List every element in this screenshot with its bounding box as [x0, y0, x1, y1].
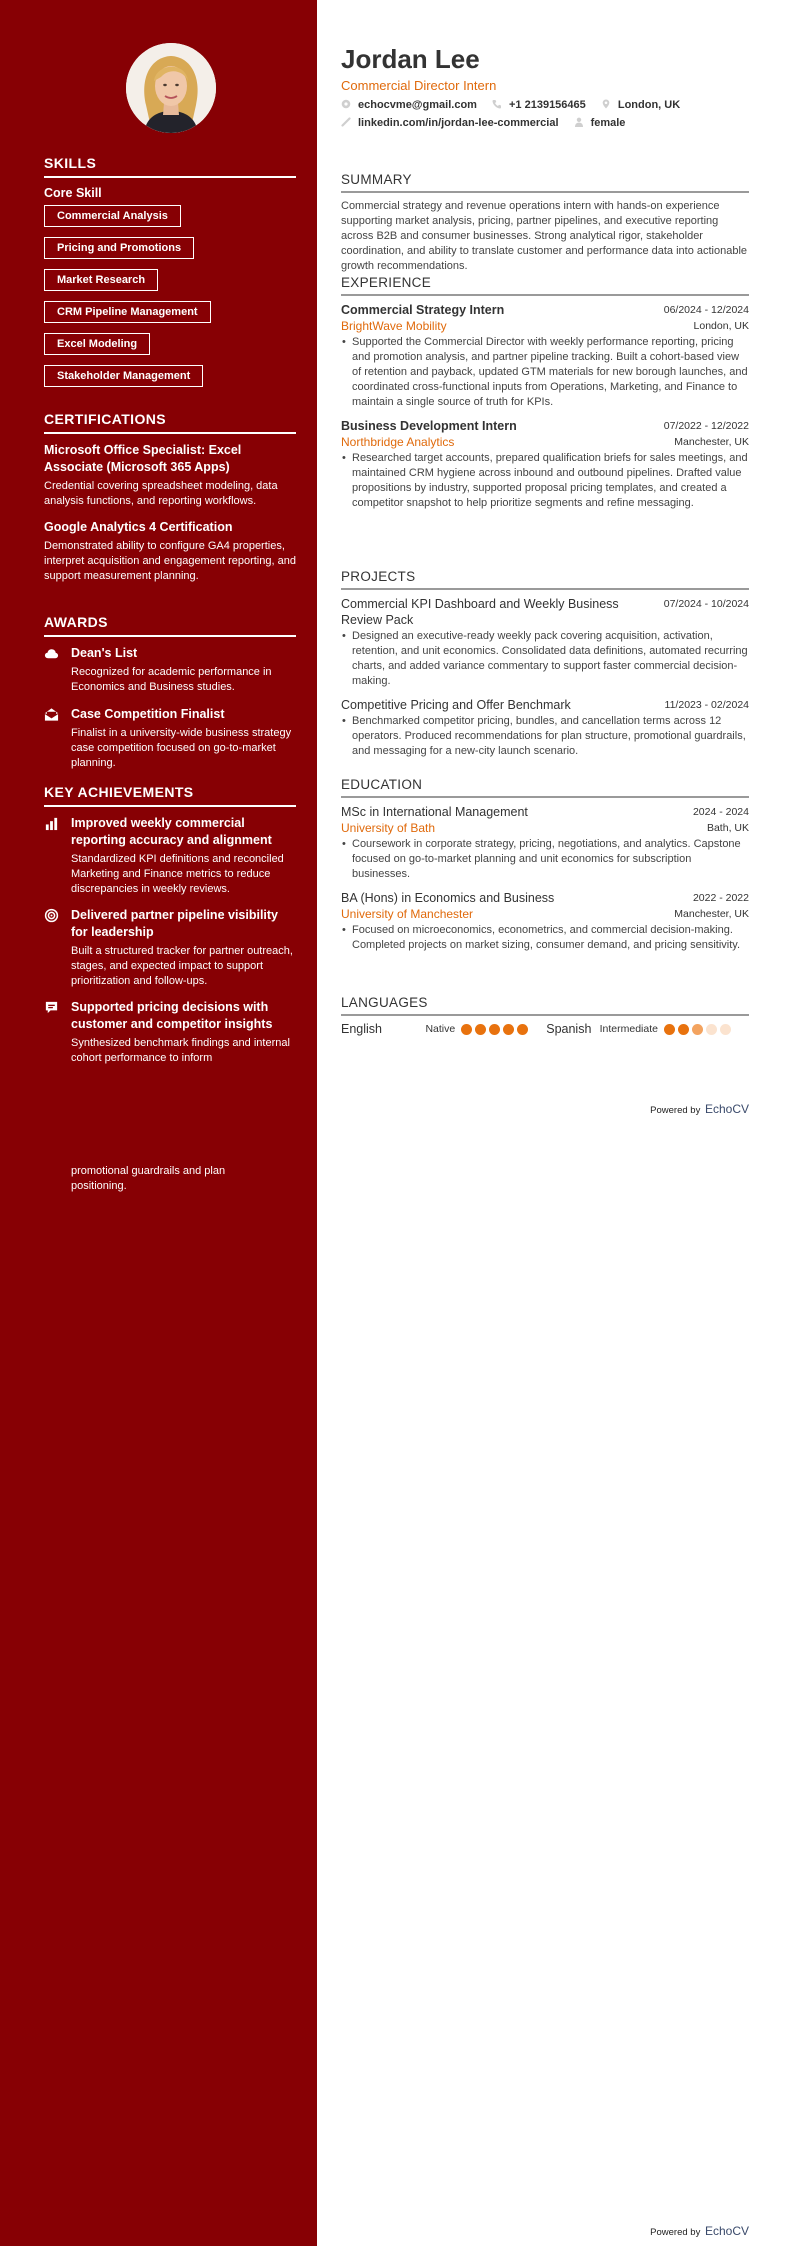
job-dates: 06/2024 - 12/2024: [663, 304, 749, 316]
bullet-item: • Focused on microeconomics, econometrics, and commercial decision-making. Completed projects on market sizing, consumer demand, and pricing sensitivity.: [341, 923, 749, 953]
achievement-title: Supported pricing decisions with customer and competitor insights: [71, 1000, 273, 1031]
award-description: Finalist in a university-wide business strategy case competition focused on go-to-market planning.: [71, 727, 292, 769]
rating-dot-empty: [720, 1024, 731, 1035]
bullet-item: • Coursework in corporate strategy, pricing, negotiations, and analytics. Capstone focused on go-to-market planning and unit economics for subscription businesses.: [341, 837, 749, 882]
award-title: Dean's List: [71, 646, 138, 660]
education-entry: [341, 804, 749, 882]
powered-by-label: Powered by: [650, 1105, 701, 1116]
achievement-item: [44, 999, 296, 1066]
certification-description: Credential covering spreadsheet modeling, data analysis functions, and reporting workflows.: [44, 480, 278, 507]
sidebar: [0, 0, 317, 2246]
bullet-item: • Designed an executive-ready weekly pack covering acquisition, activation, retention, and unit economics. Consolidated data definitions, automated recurring charts, and added variance commentary to support faster commercial decision-making.: [341, 629, 749, 689]
cloud-icon: [44, 646, 59, 661]
language-rating: [461, 1024, 528, 1035]
email-text: echocvme@gmail.com: [358, 99, 477, 111]
project-dates: 07/2024 - 10/2024: [663, 598, 749, 610]
certifications-heading: CERTIFICATIONS: [44, 411, 296, 434]
achievement-item: [44, 907, 296, 989]
award-item: [44, 706, 296, 771]
powered-by-footer[interactable]: [650, 1102, 749, 1116]
gender-text: female: [590, 117, 626, 129]
award-title: Case Competition Finalist: [71, 707, 225, 721]
location-contact: [601, 99, 680, 111]
skill-tag: Pricing and Promotions: [44, 237, 194, 259]
at-icon: [341, 99, 351, 109]
summary-text: Commercial strategy and revenue operations intern with hands-on experience supporting market analysis, pricing, partner pipelines, and executive reporting across B2B and consumer businesses. Strong analytical rigor, stakeholder coordination, and ability to translate customer and performance data into actionable growth recommendations.: [341, 200, 748, 272]
achievement-item: [44, 815, 296, 897]
degree-title: BA (Hons) in Economics and Business: [341, 891, 555, 905]
candidate-name: Jordan Lee: [341, 44, 480, 74]
rating-dot-filled: [664, 1024, 675, 1035]
powered-by-footer[interactable]: [650, 2224, 749, 2238]
degree-bullets: [341, 923, 749, 953]
rating-dot-filled: [678, 1024, 689, 1035]
languages-heading: LANGUAGES: [341, 995, 749, 1016]
summary-section: [341, 172, 749, 274]
phone-icon: [492, 99, 502, 109]
award-description: Recognized for academic performance in Economics and Business studies.: [71, 666, 272, 693]
project-entry: [341, 596, 749, 689]
degree-bullets: [341, 837, 749, 882]
awards-section: [44, 614, 296, 782]
school-location: Bath, UK: [706, 822, 749, 834]
education-section: [341, 777, 749, 961]
experience-entry: [341, 418, 749, 511]
link-icon: [341, 117, 351, 127]
key-achievements-heading: KEY ACHIEVEMENTS: [44, 784, 296, 807]
rating-dot-filled: [517, 1024, 528, 1035]
linkedin-contact[interactable]: [341, 117, 559, 129]
location-pin-icon: [601, 99, 611, 109]
job-location: Manchester, UK: [674, 436, 749, 448]
language-rating: [664, 1024, 731, 1035]
project-dates: 11/2023 - 02/2024: [664, 699, 749, 711]
certifications-section: [44, 411, 296, 594]
project-bullets: [341, 629, 749, 689]
project-bullets: [341, 714, 749, 759]
rating-dot-empty: [692, 1024, 703, 1035]
certification-item: [44, 442, 296, 509]
linkedin-text: linkedin.com/in/jordan-lee-commercial: [358, 117, 559, 129]
language-name: Spanish: [546, 1022, 592, 1036]
language-name: English: [341, 1022, 382, 1036]
contact-row: [341, 99, 692, 111]
certification-description: Demonstrated ability to configure GA4 properties, interpret acquisition and engagement reporting, and support measurement planning.: [44, 540, 296, 582]
mail-open-icon: [44, 707, 59, 722]
email-contact[interactable]: [341, 99, 477, 111]
degree-dates: 2022 - 2022: [692, 892, 749, 904]
education-entry: [341, 890, 749, 953]
project-title: Competitive Pricing and Offer Benchmark: [341, 698, 571, 712]
degree-dates: 2024 - 2024: [692, 806, 749, 818]
skills-section: [44, 155, 296, 397]
experience-heading: EXPERIENCE: [341, 275, 749, 296]
rating-dot-filled: [461, 1024, 472, 1035]
skill-tag: CRM Pipeline Management: [44, 301, 211, 323]
company-name: BrightWave Mobility: [341, 319, 447, 333]
awards-heading: AWARDS: [44, 614, 296, 637]
degree-title: MSc in International Management: [341, 805, 528, 819]
skill-tag: Commercial Analysis: [44, 205, 181, 227]
projects-section: [341, 569, 749, 767]
job-bullets: [341, 335, 749, 410]
award-item: [44, 645, 296, 695]
bullet-item: • Supported the Commercial Director with weekly performance reporting, pricing and promotion analysis, and partner pipeline tracking. Built a cohort-based view of retention and payback, updated GTM materials for new borough launches, and coordinated cross-functional inputs from Operations, Marketing, and Finance to maintain a single source of truth for KPIs.: [341, 335, 749, 410]
phone-text: +1 2139156465: [509, 99, 586, 111]
achievement-title: Delivered partner pipeline visibility for leadership: [71, 908, 279, 939]
school-name: University of Manchester: [341, 907, 474, 921]
target-icon: [44, 908, 59, 923]
skill-tag: Excel Modeling: [44, 333, 150, 355]
bullet-item: • Benchmarked competitor pricing, bundles, and cancellation terms across 12 operators. Produced recommendations for plan structure, promotional guardrails, and messaging for a new-city launch scenario.: [341, 714, 749, 759]
languages-section: [341, 995, 749, 1036]
job-location: London, UK: [693, 320, 749, 332]
gender-info: [574, 117, 626, 129]
job-title: Commercial Strategy Intern: [341, 303, 505, 317]
phone-contact[interactable]: [492, 99, 586, 111]
achievement-description: Standardized KPI definitions and reconciled Marketing and Finance metrics to reduce discrepancies in weekly reviews.: [71, 853, 284, 895]
bar-chart-icon: [44, 816, 59, 831]
profile-photo: [126, 43, 216, 133]
job-bullets: [341, 451, 749, 511]
candidate-role: Commercial Director Intern: [341, 78, 497, 93]
achievement-description: Built a structured tracker for partner outreach, stages, and expected impact to support prioritization and follow-ups.: [71, 945, 293, 987]
bullet-item: • Researched target accounts, prepared qualification briefs for sales meetings, and maintained CRM hygiene across inbound and outbound pipelines. Drafted value propositions by industry, supported proposal pricing templates, and created a competitor snapshot to help prioritize segments and refine messaging.: [341, 451, 749, 511]
experience-entry: [341, 302, 749, 410]
school-location: Manchester, UK: [674, 908, 749, 920]
skill-tag: Stakeholder Management: [44, 365, 203, 387]
certification-title: Microsoft Office Specialist: Excel Associate (Microsoft 365 Apps): [44, 443, 242, 474]
brand-logo: EchoCV: [704, 2224, 749, 2238]
contact-row-secondary: [341, 117, 637, 129]
languages-row: [341, 1022, 749, 1036]
person-icon: [574, 117, 584, 127]
achievement-description: Synthesized benchmark findings and internal cohort performance to inform: [71, 1037, 290, 1064]
skill-tag: Market Research: [44, 269, 158, 291]
project-entry: [341, 697, 749, 759]
projects-heading: PROJECTS: [341, 569, 749, 590]
brand-logo: EchoCV: [704, 1102, 749, 1116]
education-heading: EDUCATION: [341, 777, 749, 798]
skills-heading: SKILLS: [44, 155, 296, 178]
certification-title: Google Analytics 4 Certification: [44, 520, 233, 534]
key-achievements-section: [44, 784, 296, 1076]
rating-dot-filled: [503, 1024, 514, 1035]
rating-dot-empty: [706, 1024, 717, 1035]
company-name: Northbridge Analytics: [341, 435, 455, 449]
core-skill-subheading: Core Skill: [44, 186, 102, 200]
achievement-description-continued: promotional guardrails and plan positioning.: [71, 1165, 226, 1192]
certification-item: [44, 519, 296, 584]
project-title: Commercial KPI Dashboard and Weekly Business Review Pack: [341, 597, 619, 627]
chat-icon: [44, 1000, 59, 1015]
job-title: Business Development Intern: [341, 419, 517, 433]
job-dates: 07/2022 - 12/2022: [663, 420, 749, 432]
achievement-title: Improved weekly commercial reporting accuracy and alignment: [71, 816, 272, 847]
powered-by-label: Powered by: [650, 2227, 701, 2238]
rating-dot-filled: [489, 1024, 500, 1035]
rating-dot-filled: [475, 1024, 486, 1035]
school-name: University of Bath: [341, 821, 436, 835]
experience-section: [341, 275, 749, 519]
location-text: London, UK: [617, 99, 681, 111]
summary-heading: SUMMARY: [341, 172, 749, 193]
language-level: Native: [425, 1023, 456, 1035]
language-level: Intermediate: [599, 1023, 658, 1035]
